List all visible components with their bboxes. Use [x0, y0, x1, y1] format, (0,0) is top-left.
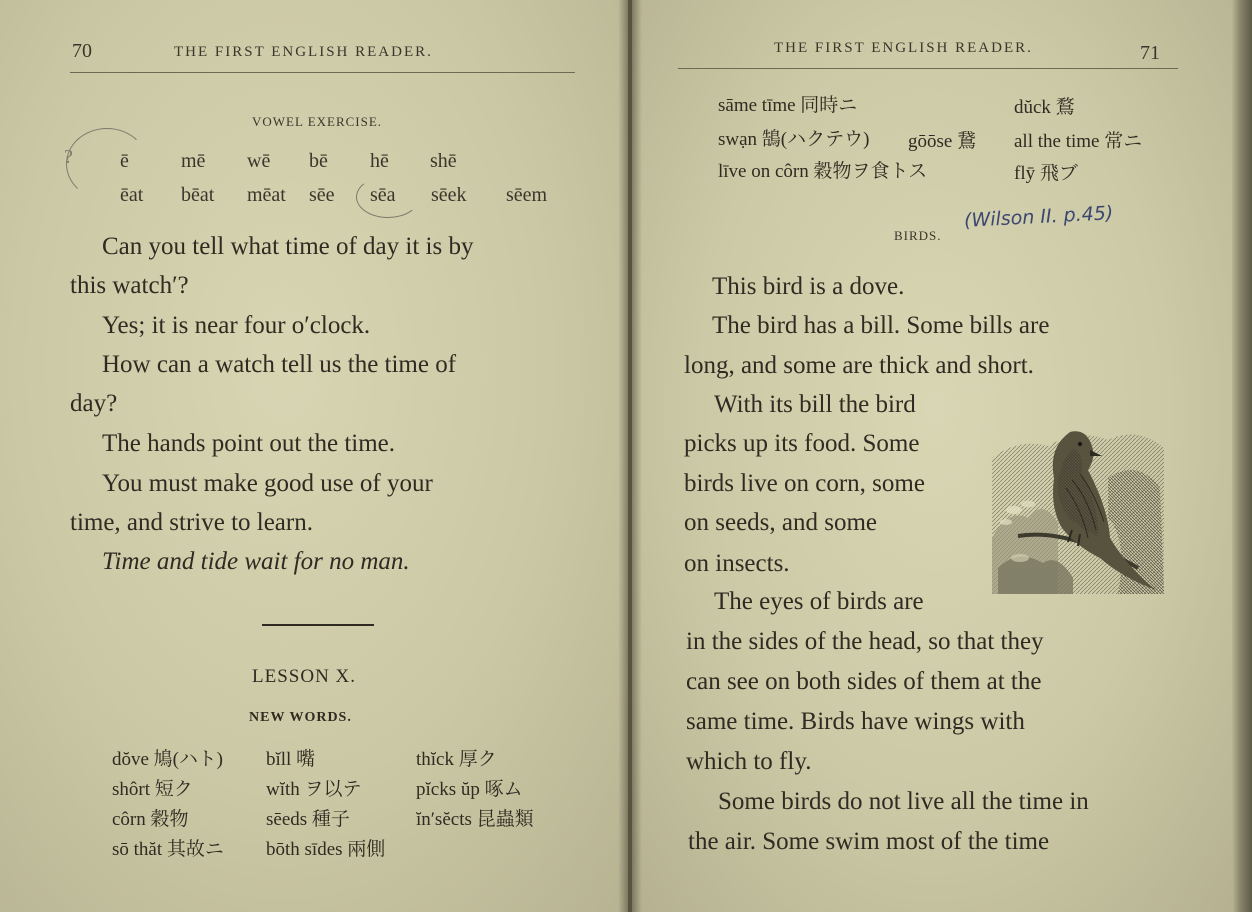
- header-rule-left: [70, 72, 575, 73]
- page-number-left: 70: [72, 40, 92, 62]
- text-line: on seeds, and some: [684, 509, 878, 536]
- text-line: The bird has a bill. Some bills are: [712, 312, 1050, 339]
- vowel-word: sēe: [309, 184, 335, 206]
- page-edges: [1232, 0, 1252, 912]
- text-line: Can you tell what time of day it is by: [102, 233, 474, 260]
- text-line: same time. Birds have wings with: [686, 708, 1025, 735]
- text-line: With its bill the bird: [714, 391, 916, 418]
- vocab-item: ĭn′sĕcts 昆蟲類: [416, 809, 534, 830]
- text-line: Yes; it is near four o′clock.: [102, 312, 371, 339]
- vocab-item: bōth sīdes 兩側: [266, 839, 386, 860]
- vocab-item: sō thăt 其故ニ: [112, 839, 224, 860]
- vowel-word: mēat: [247, 184, 286, 206]
- vocab-item: thĭck 厚ク: [416, 749, 497, 770]
- text-line: The hands point out the time.: [102, 430, 396, 457]
- vowel-word: ē: [120, 150, 129, 172]
- vowel-word: sēem: [506, 184, 548, 206]
- text-line: How can a watch tell us the time of: [102, 351, 457, 378]
- new-words-title: NEW WORDS.: [249, 710, 352, 725]
- vocab-item: all the time 常ニ: [1014, 131, 1143, 152]
- vocab-item: gōōse 鵞: [908, 131, 977, 152]
- text-line: day?: [70, 390, 118, 417]
- vocab-item: pĭcks ŭp 啄ム: [416, 779, 523, 800]
- dove-illustration: [988, 418, 1166, 598]
- vowel-word: sēa: [370, 184, 396, 206]
- vowel-word: ēat: [120, 184, 144, 206]
- vowel-exercise-title: VOWEL EXERCISE.: [252, 114, 383, 129]
- pencil-question-mark: ?: [64, 146, 73, 168]
- book-gutter: [618, 0, 642, 912]
- text-line: Some birds do not live all the time in: [718, 788, 1089, 815]
- vocab-item: sēeds 種子: [266, 809, 350, 830]
- vocab-item: flȳ 飛ブ: [1014, 163, 1078, 184]
- text-line: on insects.: [684, 550, 790, 577]
- proverb: Time and tide wait for no man.: [102, 548, 410, 575]
- text-line: The eyes of birds are: [714, 588, 924, 615]
- vowel-word: shē: [430, 150, 457, 172]
- header-rule-right: [678, 68, 1178, 69]
- text-line: long, and some are thick and short.: [684, 352, 1034, 379]
- text-line: This bird is a dove.: [712, 273, 905, 300]
- text-line: You must make good use of your: [102, 470, 433, 497]
- vocab-item: līve on côrn 穀物ヲ食トス: [718, 161, 928, 182]
- vowel-word: bēat: [181, 184, 215, 206]
- lesson-title: LESSON X.: [252, 666, 357, 687]
- section-title-birds: BIRDS.: [894, 228, 942, 243]
- vocab-item: dŭck 鶩: [1014, 97, 1075, 118]
- vocab-item: dŏve 鳩(ハト): [112, 749, 223, 770]
- text-line: the air. Some swim most of the time: [688, 828, 1050, 855]
- page-number-right: 71: [1140, 42, 1160, 64]
- text-line: time, and strive to learn.: [70, 509, 313, 536]
- text-line: can see on both sides of them at the: [686, 668, 1042, 695]
- vocab-item: wĭth ヲ以テ: [266, 779, 362, 800]
- vowel-word: wē: [247, 150, 271, 172]
- text-line: which to fly.: [686, 748, 812, 775]
- text-line: in the sides of the head, so that they: [686, 628, 1044, 655]
- right-page: [632, 0, 1238, 912]
- vocab-item: swạn 鵠(ハクテウ): [718, 129, 870, 150]
- text-line: birds live on corn, some: [684, 470, 925, 497]
- running-head-left: THE FIRST ENGLISH READER.: [174, 44, 433, 60]
- running-head-right: THE FIRST ENGLISH READER.: [774, 40, 1033, 56]
- vocab-item: bĭll 嘴: [266, 749, 316, 770]
- text-line: picks up its food. Some: [684, 430, 920, 457]
- vowel-word: bē: [309, 150, 328, 172]
- vowel-word: mē: [181, 150, 206, 172]
- vocab-item: shôrt 短ク: [112, 779, 193, 800]
- vocab-item: sāme tīme 同時ニ: [718, 95, 858, 116]
- vowel-word: sēek: [431, 184, 467, 206]
- section-divider: [262, 624, 374, 626]
- text-line: this watch′?: [70, 272, 189, 299]
- vocab-item: côrn 穀物: [112, 809, 189, 830]
- vowel-word: hē: [370, 150, 389, 172]
- handwritten-note: (Wilson II. p.45): [963, 202, 1114, 232]
